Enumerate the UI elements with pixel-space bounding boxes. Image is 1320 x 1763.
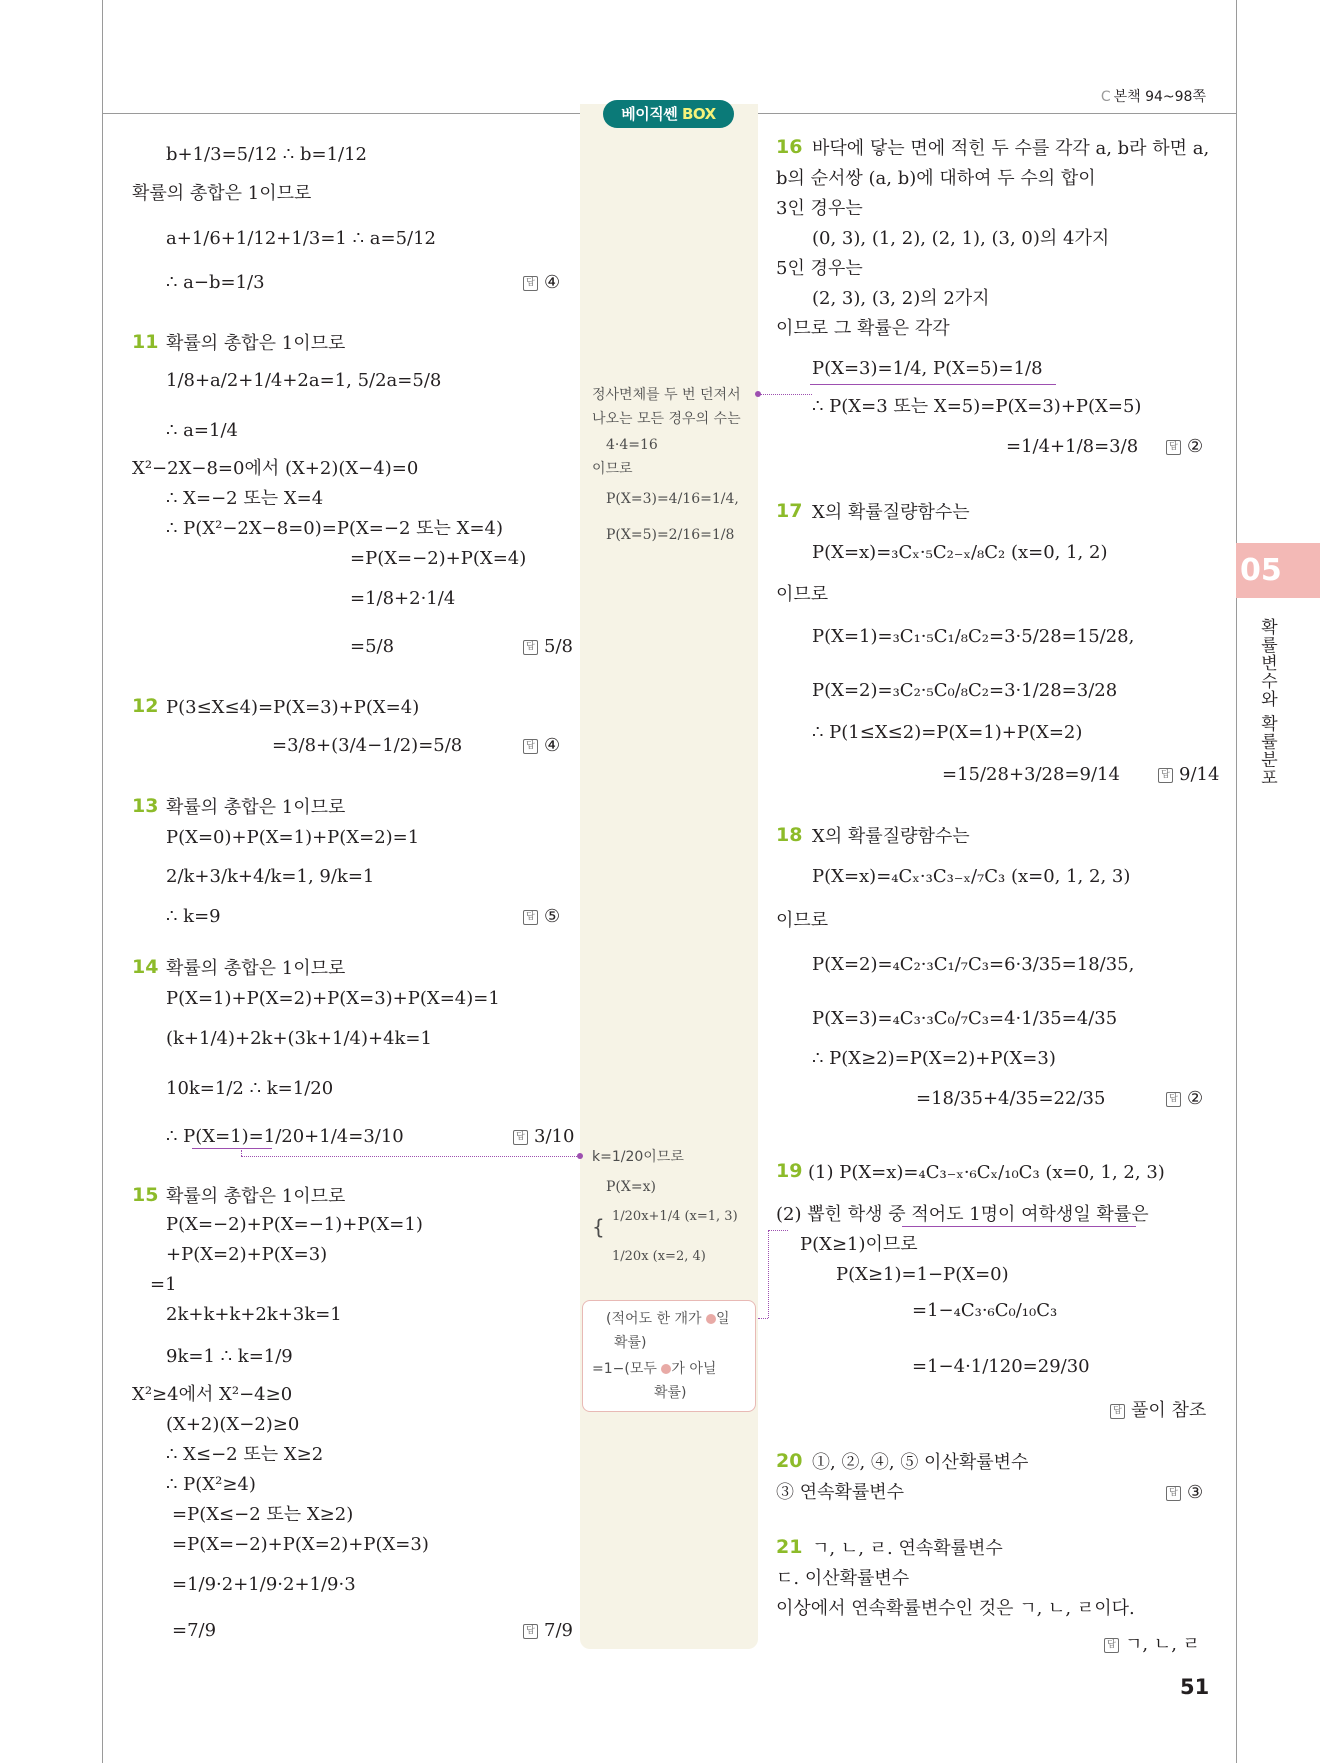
answer-icon: 답 xyxy=(523,739,538,754)
side-note-line: 정사면체를 두 번 던져서 xyxy=(592,387,741,403)
line: =1/8+2·1/4 xyxy=(350,588,456,609)
line: (2) 뽑힌 학생 중 적어도 1명이 여학생일 확률은 xyxy=(776,1204,1149,1225)
line: =5/8 xyxy=(350,636,395,657)
basic-ssen-box-badge: 베이직쎈 BOX xyxy=(603,100,734,128)
problem-number: 13 xyxy=(132,795,159,817)
problem-number: 17 xyxy=(776,500,803,522)
line: ③ 연속확률변수 xyxy=(776,1482,905,1503)
line: ∴ P(X²≥4) xyxy=(166,1474,256,1495)
side-note-line: k=1/20이므로 xyxy=(592,1149,684,1165)
line: ㄱ, ㄴ, ㄹ. 연속확률변수 xyxy=(812,1538,1003,1559)
line: 9k=1 ∴ k=1/9 xyxy=(166,1346,293,1367)
line: (k+1/4)+2k+(3k+1/4)+4k=1 xyxy=(166,1028,432,1049)
line: 이므로 그 확률은 각각 xyxy=(776,318,950,339)
line: +P(X=2)+P(X=3) xyxy=(166,1244,328,1265)
connector-line xyxy=(758,1318,768,1319)
chapter-title: 확률변수와 확률분포 xyxy=(1257,618,1277,787)
line: ∴ P(X=1)=1/20+1/4=3/10 xyxy=(166,1126,404,1147)
line: 2k+k+k+2k+3k=1 xyxy=(166,1304,342,1325)
right-margin-line xyxy=(1236,0,1237,1763)
line: 3인 경우는 xyxy=(776,198,863,219)
line: =P(X≤−2 또는 X≥2) xyxy=(172,1504,354,1525)
answer-17: 답 9/14 xyxy=(1158,764,1219,785)
problem-number: 14 xyxy=(132,956,159,978)
note-box-line: 확률) xyxy=(614,1335,647,1351)
page-reference: C 본책 94~98쪽 xyxy=(1100,89,1206,105)
answer-16: 답 ② xyxy=(1166,436,1203,457)
side-note-line: 나오는 모든 경우의 수는 xyxy=(592,411,741,427)
line: =1 xyxy=(150,1274,177,1295)
side-note-line: 1/20x (x=2, 4) xyxy=(612,1249,706,1264)
phrase-underline xyxy=(902,1226,1136,1227)
line: (X+2)(X−2)≥0 xyxy=(166,1414,300,1435)
line: 확률의 총합은 1이므로 xyxy=(166,333,346,354)
side-note-line: 1/20x+1/4 (x=1, 3) xyxy=(612,1209,738,1224)
line: ∴ P(X≥2)=P(X=2)+P(X=3) xyxy=(812,1048,1056,1069)
dot-icon xyxy=(661,1364,671,1374)
problem-number: 19 xyxy=(776,1160,803,1182)
line: (2, 3), (3, 2)의 2가지 xyxy=(812,288,990,309)
line: =1/4+1/8=3/8 xyxy=(1006,436,1139,457)
line: ∴ a−b=1/3 xyxy=(166,272,265,293)
answer-21: 답 ㄱ, ㄴ, ㄹ xyxy=(1104,1630,1200,1656)
line: ∴ P(X²−2X−8=0)=P(X=−2 또는 X=4) xyxy=(166,518,504,539)
page-number: 51 xyxy=(1180,1675,1210,1699)
line: ∴ a=1/4 xyxy=(166,420,238,441)
line: ①, ②, ④, ⑤ 이산확률변수 xyxy=(812,1452,1029,1473)
line: ∴ X≤−2 또는 X≥2 xyxy=(166,1444,324,1465)
line: ∴ P(1≤X≤2)=P(X=1)+P(X=2) xyxy=(812,722,1083,743)
answer-10: 답 ④ xyxy=(523,272,560,293)
line: P(X≥1)이므로 xyxy=(800,1234,918,1255)
problem-number: 20 xyxy=(776,1450,803,1472)
problem-number: 18 xyxy=(776,824,803,846)
line: 바닥에 닿는 면에 적힌 두 수를 각각 a, b라 하면 a, xyxy=(812,138,1210,159)
answer-20: 답 ③ xyxy=(1166,1482,1203,1503)
line: (1) P(X=x)=₄C₃₋ₓ·₆Cₓ/₁₀C₃ (x=0, 1, 2, 3) xyxy=(808,1162,1165,1183)
brace: { xyxy=(592,1215,605,1239)
line: 1/8+a/2+1/4+2a=1, 5/2a=5/8 xyxy=(166,370,442,391)
line: =1/9·2+1/9·2+1/9·3 xyxy=(172,1574,356,1595)
line: 10k=1/2 ∴ k=1/20 xyxy=(166,1078,334,1099)
line: P(X=2)=₃C₂·₅C₀/₈C₂=3·1/28=3/28 xyxy=(812,680,1118,701)
side-note-line: 4·4=16 xyxy=(606,437,658,453)
answer-icon: 답 xyxy=(523,276,538,291)
p-x1-underline xyxy=(192,1148,272,1149)
line: P(X=3)=1/4, P(X=5)=1/8 xyxy=(812,358,1043,379)
line: =15/28+3/28=9/14 xyxy=(942,764,1120,785)
answer-14: 답 3/10 xyxy=(513,1126,574,1147)
answer-icon: 답 xyxy=(1166,1486,1181,1501)
line: =7/9 xyxy=(172,1620,217,1641)
line: =1−₄C₃·₆C₀/₁₀C₃ xyxy=(912,1300,1058,1321)
answer-11: 답 5/8 xyxy=(523,636,573,657)
connector-dot xyxy=(577,1153,583,1159)
side-note-line: P(X=5)=2/16=1/8 xyxy=(606,527,735,543)
note-box-line: =1−(모두 가 아닐 xyxy=(592,1361,717,1377)
line: =P(X=−2)+P(X=2)+P(X=3) xyxy=(172,1534,429,1555)
problem-number: 11 xyxy=(132,331,159,353)
left-margin-line xyxy=(102,0,103,1763)
line: 5인 경우는 xyxy=(776,258,863,279)
line: 확률의 총합은 1이므로 xyxy=(132,183,312,204)
answer-icon: 답 xyxy=(1166,1092,1181,1107)
line: 이므로 xyxy=(776,910,829,931)
line: P(X=x)=₃Cₓ·₅C₂₋ₓ/₈C₂ (x=0, 1, 2) xyxy=(812,542,1108,563)
line: P(3≤X≤4)=P(X=3)+P(X=4) xyxy=(166,697,420,718)
line: ㄷ. 이산확률변수 xyxy=(776,1568,910,1589)
answer-18: 답 ② xyxy=(1166,1088,1203,1109)
problem-number: 21 xyxy=(776,1536,803,1558)
line: ∴ k=9 xyxy=(166,906,221,927)
line: =18/35+4/35=22/35 xyxy=(916,1088,1106,1109)
line: P(X=x)=₄Cₓ·₃C₃₋ₓ/₇C₃ (x=0, 1, 2, 3) xyxy=(812,866,1131,887)
answer-icon: 답 xyxy=(523,640,538,655)
line: X의 확률질량함수는 xyxy=(812,826,970,847)
problem-number: 16 xyxy=(776,136,803,158)
connector-line xyxy=(768,1230,769,1318)
book-ref-icon: C xyxy=(1100,89,1111,105)
connector-line xyxy=(760,394,812,395)
line: X²−2X−8=0에서 (X+2)(X−4)=0 xyxy=(132,458,419,479)
line: b의 순서쌍 (a, b)에 대하여 두 수의 합이 xyxy=(776,168,1096,189)
answer-icon: 답 xyxy=(1104,1638,1119,1653)
side-note-column xyxy=(580,104,758,1649)
line: a+1/6+1/12+1/3=1 ∴ a=5/12 xyxy=(166,228,436,249)
answer-15: 답 7/9 xyxy=(523,1620,573,1641)
line: P(X≥1)=1−P(X=0) xyxy=(836,1264,1009,1285)
answer-icon: 답 xyxy=(1158,768,1173,783)
line: ∴ X=−2 또는 X=4 xyxy=(166,488,324,509)
line: =1−4·1/120=29/30 xyxy=(912,1356,1090,1377)
line: X²≥4에서 X²−4≥0 xyxy=(132,1384,293,1405)
line: 확률의 총합은 1이므로 xyxy=(166,958,346,979)
line: 확률의 총합은 1이므로 xyxy=(166,1186,346,1207)
answer-12: 답 ④ xyxy=(523,735,560,756)
line: b+1/3=5/12 ∴ b=1/12 xyxy=(166,144,367,165)
line: (0, 3), (1, 2), (2, 1), (3, 0)의 4가지 xyxy=(812,228,1110,249)
line: P(X=1)=₃C₁·₅C₁/₈C₂=3·5/28=15/28, xyxy=(812,626,1135,647)
answer-icon: 답 xyxy=(513,1130,528,1145)
answer-icon: 답 xyxy=(523,910,538,925)
connector-line xyxy=(241,1156,579,1157)
line: P(X=2)=₄C₂·₃C₁/₇C₃=6·3/35=18/35, xyxy=(812,954,1135,975)
line: X의 확률질량함수는 xyxy=(812,502,970,523)
line: ∴ P(X=3 또는 X=5)=P(X=3)+P(X=5) xyxy=(812,396,1142,417)
side-note-line: P(X=x) xyxy=(606,1179,656,1195)
chapter-tab-number: 05 xyxy=(1236,543,1320,598)
line: P(X=−2)+P(X=−1)+P(X=1) xyxy=(166,1214,423,1235)
line: P(X=3)=₄C₃·₃C₀/₇C₃=4·1/35=4/35 xyxy=(812,1008,1118,1029)
line: =3/8+(3/4−1/2)=5/8 xyxy=(272,735,463,756)
line: P(X=0)+P(X=1)+P(X=2)=1 xyxy=(166,827,420,848)
note-box-line: (적어도 한 개가 일 xyxy=(606,1311,730,1327)
side-note-line: 이므로 xyxy=(592,461,633,477)
line: 이상에서 연속확률변수인 것은 ㄱ, ㄴ, ㄹ이다. xyxy=(776,1598,1135,1619)
line: =P(X=−2)+P(X=4) xyxy=(350,548,527,569)
answer-19: 답 풀이 참조 xyxy=(1110,1396,1206,1422)
answer-icon: 답 xyxy=(1166,440,1181,455)
answer-icon: 답 xyxy=(1110,1404,1125,1419)
problem-number: 15 xyxy=(132,1184,159,1206)
p-underline xyxy=(810,384,1056,385)
dot-icon xyxy=(706,1314,716,1324)
line: P(X=1)+P(X=2)+P(X=3)+P(X=4)=1 xyxy=(166,988,500,1009)
connector-line xyxy=(768,1230,788,1231)
side-note-line: P(X=3)=4/16=1/4, xyxy=(606,491,739,507)
line: 2/k+3/k+4/k=1, 9/k=1 xyxy=(166,866,375,887)
line: 이므로 xyxy=(776,584,829,605)
problem-number: 12 xyxy=(132,695,159,717)
note-box-line: 확률) xyxy=(654,1385,687,1401)
line: 확률의 총합은 1이므로 xyxy=(166,797,346,818)
answer-13: 답 ⑤ xyxy=(523,906,560,927)
answer-icon: 답 xyxy=(523,1624,538,1639)
